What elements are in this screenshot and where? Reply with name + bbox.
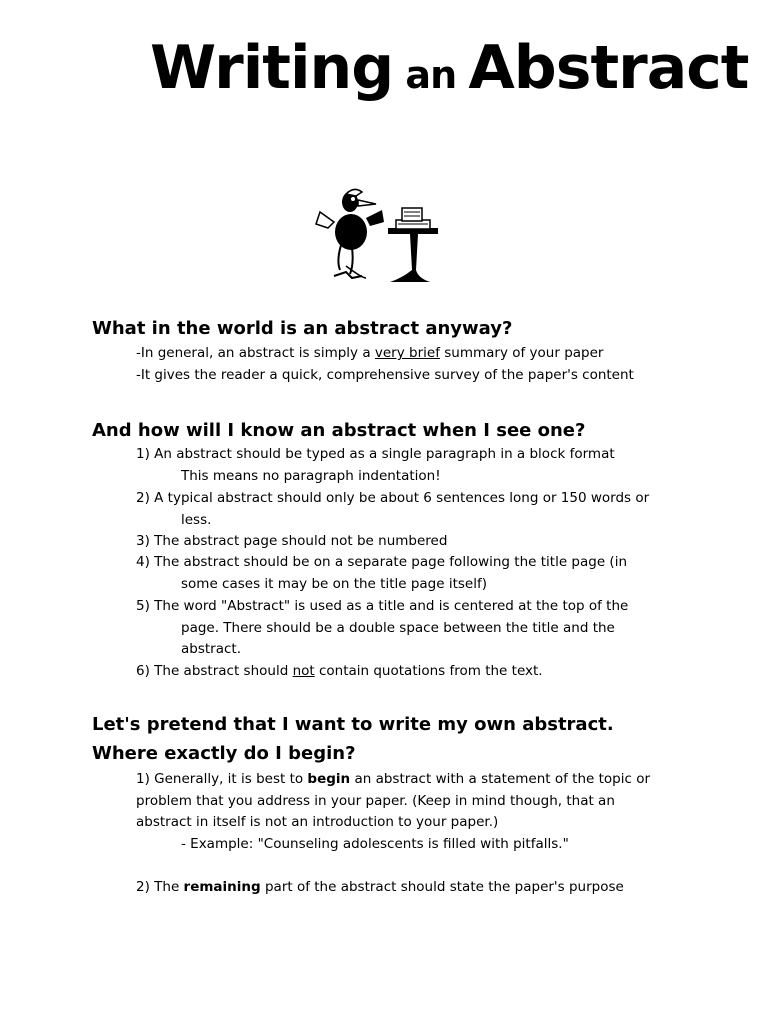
list-item-4-cont: some cases it may be on the title page itself) [181,576,488,592]
section-heading-how-know: And how will I know an abstract when I see one? [92,420,586,441]
list-item-1-cont: This means no paragraph indentation! [181,468,441,484]
section3-item1-text: 1) Generally, it is best to [136,771,308,787]
list-item-1: 1) An abstract should be typed as a single paragraph in a block format [136,446,615,462]
bold-begin: begin [307,771,351,787]
section3-item2-text: 2) The [136,879,184,895]
list-item-6 [136,662,543,680]
section3-item1-line2: problem that you address in your paper. (Keep in mind though, that an [136,793,615,809]
page-title [150,33,749,103]
list-item-2: 2) A typical abstract should only be about 6 sentences long or 150 words or [136,490,650,506]
list-item-5-cont2: abstract. [181,641,241,657]
example-text: "Counseling adolescents is filled with pitfalls." [257,836,569,852]
title-writing: Writing [150,33,394,103]
section1-line1-text: -In general, an abstract is simply a [136,345,375,361]
section3-item1-line3: abstract in itself is not an introduction to your paper.) [136,814,499,830]
list-item-2-cont: less. [181,512,212,528]
underlined-very-brief: very brief [374,345,440,361]
list-item-6-text: 6) The abstract should [136,663,293,679]
example-label: - Example: [181,836,258,852]
section-heading-pretend: Let's pretend that I want to write my own abstract. [92,714,614,735]
underlined-not: not [292,663,315,679]
section3-item1-line1 [136,770,650,788]
section1-line2: -It gives the reader a quick, comprehensive survey of the paper's content [136,367,634,383]
section3-example [181,835,569,853]
section-heading-where-begin: Where exactly do I begin? [92,743,356,764]
section3-item2-tail: part of the abstract should state the paper's purpose [260,879,624,895]
list-item-5-cont1: page. There should be a double space between the title and the [181,620,615,636]
list-item-6-tail: contain quotations from the text. [314,663,543,679]
section1-line1-tail: summary of your paper [439,345,604,361]
list-item-3: 3) The abstract page should not be numbered [136,533,448,549]
bird-typewriter-clipart-icon [306,182,446,288]
section3-item2 [136,878,624,896]
section-heading-what-is: What in the world is an abstract anyway? [92,318,513,339]
list-item-5: 5) The word "Abstract" is used as a title and is centered at the top of the [136,598,629,614]
list-item-4: 4) The abstract should be on a separate page following the title page (in [136,554,627,570]
title-an: an [393,53,469,97]
section1-line1 [136,344,603,362]
title-abstract: Abstract [468,33,749,103]
bold-remaining: remaining [183,879,261,895]
section3-item1-tail: an abstract with a statement of the topic or [350,771,651,787]
